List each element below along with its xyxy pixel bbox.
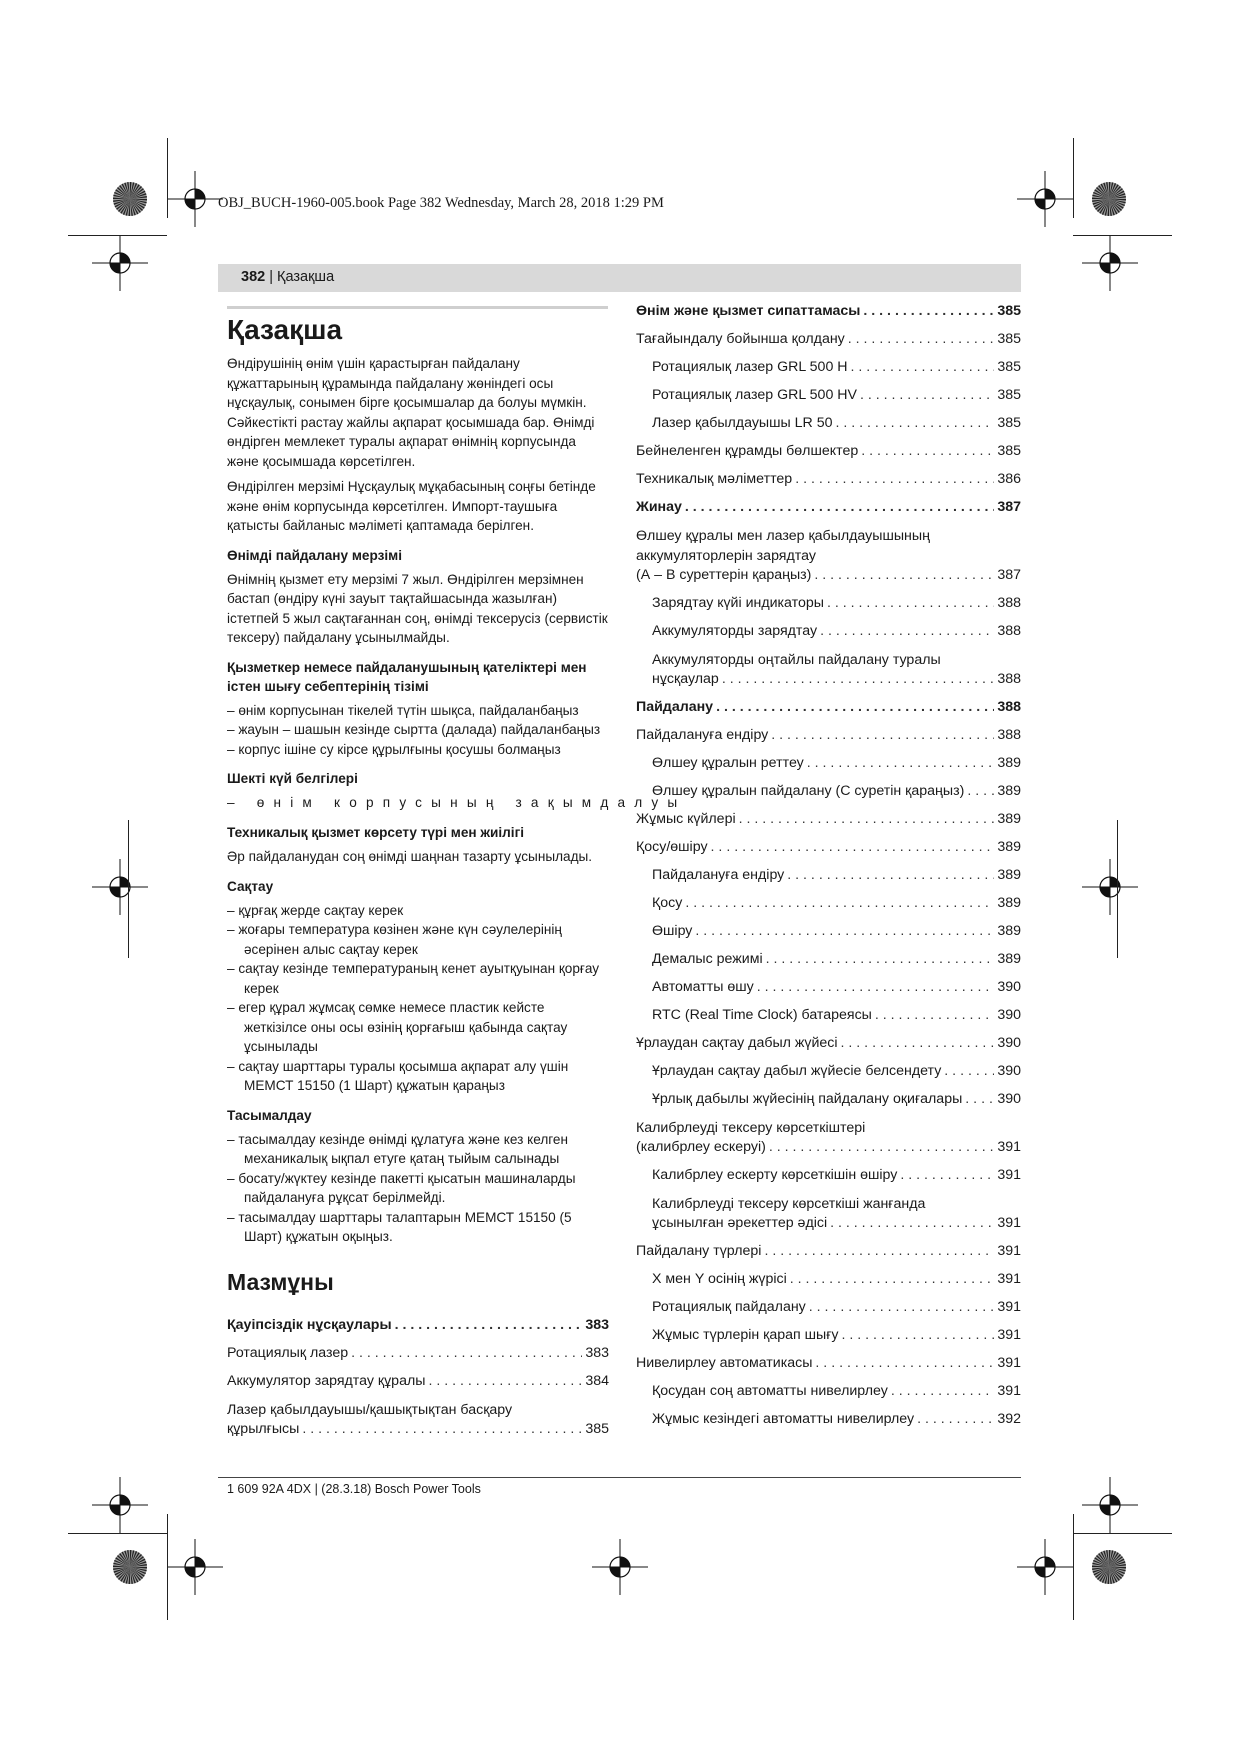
toc-entry (636, 950, 1021, 969)
toc-dot-leader (917, 1410, 994, 1429)
toc-entry (227, 1400, 609, 1439)
toc-entry-title: Қауіпсіздік нұсқаулары (227, 1316, 392, 1333)
toc-page-number: 383 (585, 1344, 609, 1361)
toc-entry-title: құрылғысы (227, 1420, 300, 1437)
toc-dot-leader (814, 566, 994, 585)
crosshair-mark-right-upper (1082, 235, 1138, 291)
toc-entry-row (652, 1006, 1021, 1025)
toc-dot-leader (891, 1382, 995, 1401)
toc-dot-leader (764, 1242, 994, 1261)
toc-entry (636, 1006, 1021, 1025)
toc-entry (636, 622, 1021, 641)
toc-entry-row (636, 1034, 1021, 1053)
toc-page-number: 389 (997, 839, 1021, 855)
crosshair-mark-bottom-left (167, 1539, 223, 1595)
toc-entry-title: Пайдалану түрлері (636, 1243, 762, 1259)
toc-entry (636, 498, 1021, 517)
list-item: – өнім корпусынан тікелей түтін шықса, пайдаланбаңыз (227, 702, 579, 718)
toc-dot-leader (830, 1214, 994, 1233)
toc-dot-leader (815, 1354, 994, 1373)
toc-entry (636, 302, 1021, 321)
toc-entry-title: Техникалық мәліметтер (636, 471, 793, 487)
toc-page-number: 389 (997, 923, 1021, 939)
toc-entry (636, 1194, 1021, 1233)
toc-dot-leader (739, 810, 995, 829)
toc-entry-row (652, 670, 1021, 689)
crop-line (1073, 138, 1074, 218)
errors-heading: Қызметкер немесе пайдаланушының қателіктері мен істен шығу себептерінің тізімі (227, 659, 587, 694)
contents-title: Мазмұны (227, 1268, 334, 1295)
toc-entry-row (636, 726, 1021, 745)
toc-entry-row (636, 698, 1021, 717)
toc-entry-row (227, 1344, 609, 1363)
toc-entry-row (652, 594, 1021, 613)
toc-dot-leader (795, 470, 994, 489)
toc-page-number: 389 (997, 811, 1021, 827)
toc-dot-leader (722, 670, 995, 689)
toc-dot-leader (827, 594, 994, 613)
toc-entry-row (227, 1316, 609, 1335)
toc-page-number: 391 (997, 1271, 1021, 1287)
toc-entry-title: Жұмыс түрлерін қарап шығу (652, 1327, 839, 1343)
toc-entry-title-line: Өлшеу құралы мен лазер қабылдауышының аккумуляторлерін зарядтау (636, 528, 930, 564)
toc-entry-row (636, 330, 1021, 349)
service-life-heading: Өнімді пайдалану мерзімі (227, 547, 402, 563)
toc-entry (636, 414, 1021, 433)
toc-entry (636, 358, 1021, 377)
toc-dot-leader (790, 1270, 995, 1289)
toc-entry (636, 1166, 1021, 1185)
toc-page-number: 385 (997, 331, 1021, 347)
toc-dot-leader (841, 1034, 995, 1053)
toc-entry (227, 1344, 609, 1363)
intro-paragraph-1: Өндірушінің өнім үшін қарастырған пайдалану құжаттарының құрамында пайдалану жөніндегі осы нұсқаулық, сонымен бірге қосымшалар да болуы мүмкін. Сәйкестікті растау жайлы ақпарат қосымшада бар. Өнімді өндірген мемлекет туралы ақпарат өнімнің корпусында және қосымшада көрсетілген. (227, 356, 595, 469)
toc-entry (636, 978, 1021, 997)
crosshair-mark-bottom-right (1017, 1539, 1073, 1595)
toc-entry-row (636, 566, 1021, 585)
toc-entry-row (636, 1138, 1021, 1157)
toc-entry (636, 754, 1021, 773)
toc-entry (227, 1372, 609, 1391)
page-header (241, 269, 334, 285)
toc-entry-title: Өшіру (652, 923, 693, 939)
toc-page-number: 390 (997, 1063, 1021, 1079)
toc-entry-title: Ротациялық лазер GRL 500 HV (652, 387, 857, 403)
toc-entry-title: Ротациялық пайдалану (652, 1299, 806, 1315)
toc-dot-leader (769, 1138, 994, 1157)
toc-entry (636, 698, 1021, 717)
crop-line (1073, 235, 1172, 236)
toc-entry-title: Ротациялық лазер (227, 1344, 349, 1361)
service-life-text: Өнімнің қызмет ету мерзімі 7 жыл. Өндірілген мерзімнен бастап (өндіру күні зауыт тақтайшасында жазылған) істетпей 5 жыл сақтағаннан соң, өнімді тексерусіз (сервистік тексеру) пайдалану ұсынылмайды. (227, 571, 608, 645)
crosshair-mark-left-middle (92, 859, 148, 915)
toc-entry (636, 1034, 1021, 1053)
header-section: Қазақша (277, 269, 335, 285)
toc-page-number: 385 (997, 387, 1021, 403)
toc-entry-title: Ұрлаудан сақтау дабыл жүйесіе белсендету (652, 1063, 942, 1079)
toc-page-number: 388 (997, 699, 1021, 715)
toc-page-number: 383 (585, 1316, 609, 1333)
toc-entry-row (652, 386, 1021, 405)
toc-dot-leader (771, 726, 994, 745)
toc-entry-row (636, 810, 1021, 829)
toc-entry-row (652, 1166, 1021, 1185)
toc-entry-row (652, 978, 1021, 997)
toc-entry-title: (калибрлеу ескеруі) (636, 1139, 766, 1155)
toc-page-number: 388 (997, 595, 1021, 611)
toc-dot-leader (428, 1372, 582, 1391)
toc-page-number: 389 (997, 895, 1021, 911)
toc-page-number: 389 (997, 867, 1021, 883)
toc-dot-leader (716, 698, 994, 717)
crop-line (68, 235, 167, 236)
intro-paragraph-2: Өндірілген мерзімі Нұсқаулық мұқабасының соңғы бетінде және өнім корпусында көрсетілген. Импорт-таушыға қатысты байланыс мәліметі қаптамада берілген. (227, 479, 596, 533)
toc-entry-title: Жинау (636, 499, 682, 515)
toc-dot-leader (863, 302, 994, 321)
toc-page-number: 387 (997, 499, 1021, 515)
toc-dot-leader (685, 498, 994, 517)
toc-page-number: 389 (997, 755, 1021, 771)
toc-dot-leader (302, 1420, 582, 1439)
toc-page-number: 389 (997, 951, 1021, 967)
toc-dot-leader (757, 978, 995, 997)
crop-line (68, 1533, 167, 1534)
storage-list (227, 901, 609, 1096)
list-item: – жоғары температура көзінен және күн сәулелерінің әсерінен алыс сақтау керек (227, 922, 562, 957)
toc-entry-row (652, 1326, 1021, 1345)
page-number: 382 (241, 269, 266, 285)
toc-page-number: 391 (997, 1383, 1021, 1399)
toc-entry-title: Қосудан соң автоматты нивелирлеу (652, 1383, 888, 1399)
list-item: – сақтау шарттары туралы қосымша ақпарат алу үшін МЕМСТ 15150 (1 Шарт) құжатын қараңыз (227, 1058, 569, 1093)
toc-entry-row (636, 302, 1021, 321)
toc-page-number: 388 (997, 671, 1021, 687)
toc-entry (636, 594, 1021, 613)
toc-dot-leader (351, 1344, 582, 1363)
list-item: – босату/жүктеу кезінде пакетті қысатын машиналарды пайдалануға рұқсат берілмейді. (227, 1170, 576, 1205)
starburst-mark-top-right (1091, 181, 1127, 217)
toc-entry-title: (А – В суреттерін қараңыз) (636, 567, 812, 583)
limit-text: – өнім корпусының зақымдалуы (227, 795, 687, 810)
toc-page-number: 390 (997, 1091, 1021, 1107)
toc-page-number: 388 (997, 727, 1021, 743)
errors-list (227, 701, 609, 760)
header-separator: | (265, 269, 278, 285)
starburst-mark-top-left (112, 181, 148, 217)
page-footer: 1 609 92A 4DX | (28.3.18) Bosch Power Tools (227, 1482, 481, 1496)
toc-entry (636, 922, 1021, 941)
toc-entry-title: Жұмыс күйлері (636, 811, 736, 827)
toc-page-number: 391 (997, 1139, 1021, 1155)
crosshair-mark-top-left (167, 171, 223, 227)
toc-entry-title: Пайдалануға ендіру (636, 727, 769, 743)
toc-entry (636, 1090, 1021, 1109)
list-item: – тасымалдау кезінде өнімді құлатуға және кез келген механикалық ықпал етуге қатаң тыйым салынады (227, 1131, 568, 1166)
toc-entry-title: Ұрлық дабылы жүйесінің пайдалану оқиғалары (652, 1091, 963, 1107)
toc-entry (636, 330, 1021, 349)
toc-page-number: 385 (997, 415, 1021, 431)
crop-line (1073, 1533, 1172, 1534)
transport-heading: Тасымалдау (227, 1107, 312, 1123)
toc-dot-leader (807, 754, 995, 773)
toc-entry (636, 442, 1021, 461)
toc-dot-leader (695, 922, 994, 941)
toc-entry-title-line: Аккумуляторды оңтайлы пайдалану туралы (652, 652, 941, 668)
toc-entry (636, 1242, 1021, 1261)
toc-page-number: 392 (997, 1411, 1021, 1427)
toc-page-number: 390 (997, 1035, 1021, 1051)
toc-entry-title: Автоматты өшу (652, 979, 754, 995)
toc-dot-leader (860, 386, 994, 405)
toc-dot-leader (900, 1166, 994, 1185)
toc-dot-leader (787, 866, 994, 885)
toc-entry (636, 1354, 1021, 1373)
toc-dot-leader (711, 838, 995, 857)
toc-page-number: 391 (997, 1299, 1021, 1315)
toc-entry-row (227, 1420, 609, 1439)
toc-entry-row (652, 950, 1021, 969)
toc-entry-title-line: Калибрлеуді тексеру көрсеткіштері (636, 1120, 866, 1136)
toc-entry-title: Лазер қабылдауышы LR 50 (652, 415, 833, 431)
toc-dot-leader (848, 330, 995, 349)
list-item: – сақтау кезінде температураның кенет ауытқуынан қорғау керек (227, 961, 600, 996)
toc-dot-leader (967, 782, 994, 801)
toc-entry-title: Нивелирлеу автоматикасы (636, 1355, 813, 1371)
toc-entry-title: RTC (Real Time Clock) батареясы (652, 1007, 872, 1023)
toc-entry (636, 1382, 1021, 1401)
toc-entry-row (636, 1354, 1021, 1373)
toc-entry-row (652, 1062, 1021, 1081)
print-slug: OBJ_BUCH-1960-005.book Page 382 Wednesday, March 28, 2018 1:29 PM (218, 195, 664, 211)
toc-entry (636, 1326, 1021, 1345)
toc-entry-title: Пайдалану (636, 699, 714, 715)
toc-dot-leader (875, 1006, 994, 1025)
toc-entry (636, 1062, 1021, 1081)
toc-entry-title: Ротациялық лазер GRL 500 H (652, 359, 848, 375)
crop-line (167, 138, 168, 218)
page-title: Қазақша (227, 314, 343, 345)
toc-entry-row (227, 1372, 609, 1391)
toc-entry-row (652, 358, 1021, 377)
list-item: – жауын – шашын кезінде сыртта (далада) пайдаланбаңыз (227, 722, 601, 737)
toc-entry-row (652, 894, 1021, 913)
toc-entry-title: Демалыс режимі (652, 951, 763, 967)
toc-entry-title-line: Лазер қабылдауышы/қашықтықтан басқару (227, 1401, 513, 1418)
toc-entry-title: Өлшеу құралын пайдалану (С суретін қараңыз) (652, 783, 965, 799)
toc-entry-row (652, 754, 1021, 773)
toc-entry-row (652, 414, 1021, 433)
toc-entry-title: Қосу/өшіру (636, 839, 708, 855)
toc-entry-row (652, 866, 1021, 885)
transport-list (227, 1130, 609, 1247)
toc-entry-row (652, 782, 1021, 801)
toc-entry-row (652, 1410, 1021, 1429)
list-item: – құрғақ жерде сақтау керек (227, 902, 404, 918)
starburst-mark-bottom-left (112, 1549, 148, 1585)
list-item: – тасымалдау шарттары талаптарын МЕМСТ 15150 (5 Шарт) құжатын оқыңыз. (227, 1209, 572, 1244)
toc-dot-leader (861, 442, 994, 461)
list-item: – корпус ішіне су кірсе құрылғыны қосушы болмаңыз (227, 741, 561, 757)
maintenance-text: Әр пайдаланудан соң өнімді шаңнан тазарту ұсынылады. (227, 849, 593, 864)
toc-page-number: 385 (585, 1420, 609, 1437)
toc-entry-row (652, 1298, 1021, 1317)
toc-dot-leader (395, 1316, 583, 1335)
toc-page-number: 386 (997, 471, 1021, 487)
toc-entry (636, 1270, 1021, 1289)
toc-page-number: 390 (997, 979, 1021, 995)
toc-entry (636, 526, 1021, 585)
toc-dot-leader (944, 1062, 994, 1081)
toc-page-number: 391 (997, 1355, 1021, 1371)
toc-entry-row (652, 622, 1021, 641)
crosshair-mark-top-right (1017, 171, 1073, 227)
toc-left (227, 1316, 609, 1439)
crosshair-mark-left-upper (92, 235, 148, 291)
footer-rule (218, 1477, 1021, 1478)
page-header-bar (218, 264, 1021, 292)
crop-line (1117, 820, 1118, 958)
starburst-mark-bottom-right (1091, 1549, 1127, 1585)
toc-dot-leader (766, 950, 995, 969)
crosshair-mark-right-middle (1082, 859, 1138, 915)
toc-entry-title: Бейнеленген құрамды бөлшектер (636, 443, 859, 459)
toc-page-number: 389 (997, 783, 1021, 799)
toc-page-number: 388 (997, 623, 1021, 639)
crosshair-mark-left-lower (92, 1477, 148, 1533)
toc-entry-title: Зарядтау күйі индикаторы (652, 595, 824, 611)
toc-entry-row (652, 1214, 1021, 1233)
toc-entry (636, 1298, 1021, 1317)
toc-entry (636, 866, 1021, 885)
crop-line (167, 1514, 168, 1620)
toc-entry (636, 470, 1021, 489)
toc-entry-row (636, 470, 1021, 489)
toc-entry (636, 1410, 1021, 1429)
toc-entry-title: Ұрлаудан сақтау дабыл жүйесі (636, 1035, 838, 1051)
toc-entry-row (652, 1090, 1021, 1109)
crosshair-mark-bottom-center (592, 1539, 648, 1595)
toc-dot-leader (836, 414, 995, 433)
toc-entry-title-line: Калибрлеуді тексеру көрсеткіші жанғанда (652, 1196, 926, 1212)
toc-dot-leader (685, 894, 994, 913)
toc-entry-row (636, 838, 1021, 857)
crop-line (128, 820, 129, 958)
crop-line (1073, 1514, 1074, 1620)
toc-entry (227, 1316, 609, 1335)
crosshair-mark-right-lower (1082, 1477, 1138, 1533)
toc-entry (636, 782, 1021, 801)
toc-entry (636, 894, 1021, 913)
toc-entry-row (636, 1242, 1021, 1261)
toc-page-number: 391 (997, 1243, 1021, 1259)
right-column (636, 302, 1021, 1438)
toc-entry-title: Тағайындалу бойынша қолдану (636, 331, 845, 347)
toc-page-number: 384 (585, 1372, 609, 1389)
toc-entry-row (652, 1382, 1021, 1401)
toc-dot-leader (809, 1298, 995, 1317)
toc-page-number: 387 (997, 567, 1021, 583)
toc-entry (636, 650, 1021, 689)
toc-page-number: 391 (997, 1215, 1021, 1231)
toc-page-number: 385 (997, 359, 1021, 375)
toc-entry-row (636, 442, 1021, 461)
toc-page-number: 391 (997, 1327, 1021, 1343)
toc-entry-title: ұсынылған әрекеттер әдісі (652, 1215, 828, 1231)
toc-entry-title: Қосу (652, 895, 683, 911)
toc-entry-title: Өнім және қызмет сипаттамасы (636, 303, 861, 319)
toc-page-number: 385 (997, 443, 1021, 459)
toc-entry-row (652, 1270, 1021, 1289)
title-rule (227, 306, 608, 309)
toc-page-number: 391 (997, 1167, 1021, 1183)
toc-entry-title: Аккумуляторды зарядтау (652, 623, 818, 639)
toc-entry-row (636, 498, 1021, 517)
toc-dot-leader (842, 1326, 995, 1345)
toc-entry (636, 1118, 1021, 1157)
list-item: – егер құрал жұмсақ сөмке немесе пластик кейсте жеткізілсе оны осы өзінің қорғағыш қабында сақтау ұсынылады (227, 1000, 568, 1054)
toc-entry (636, 386, 1021, 405)
toc-entry-title: X мен Y осінің жүрісі (652, 1271, 787, 1287)
toc-entry-title: Аккумулятор зарядтау құралы (227, 1372, 426, 1389)
toc-entry-title: Жұмыс кезіндегі автоматты нивелирлеу (652, 1411, 915, 1427)
toc-dot-leader (820, 622, 994, 641)
toc-dot-leader (965, 1090, 994, 1109)
toc-entry-title: нұсқаулар (652, 671, 719, 687)
toc-entry-title: Өлшеу құралын реттеу (652, 755, 804, 771)
storage-heading: Сақтау (227, 878, 274, 894)
limit-heading: Шекті күй белгілері (227, 771, 358, 786)
toc-page-number: 390 (997, 1007, 1021, 1023)
toc-entry (636, 810, 1021, 829)
toc-entry-title: Калибрлеу ескерту көрсеткішін өшіру (652, 1167, 898, 1183)
toc-entry-row (652, 922, 1021, 941)
toc-entry-title: Пайдалануға ендіру (652, 867, 785, 883)
toc-right (636, 302, 1021, 1429)
maintenance-heading: Техникалық қызмет көрсету түрі мен жиілігі (227, 825, 525, 840)
toc-entry (636, 838, 1021, 857)
toc-entry (636, 726, 1021, 745)
toc-page-number: 385 (997, 303, 1021, 319)
toc-dot-leader (851, 358, 995, 377)
